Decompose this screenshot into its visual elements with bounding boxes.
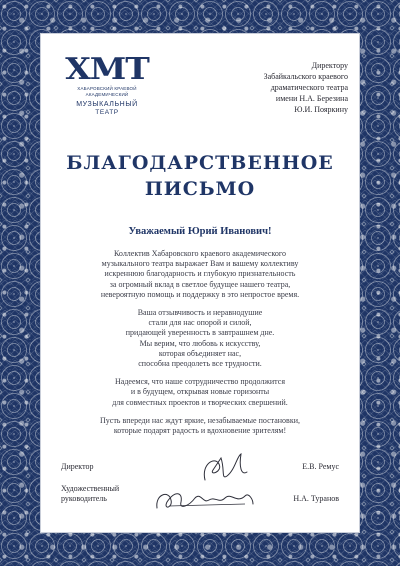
letter-body: [55, 249, 345, 444]
paragraph: [55, 249, 345, 300]
body-line: за огромный вклад в светлое будущее нашего театра,: [109, 279, 291, 289]
logo-name-line1: МУЗЫКАЛЬНЫЙ: [76, 101, 138, 108]
logo-mark: ХМТ: [65, 52, 149, 87]
paragraph: [55, 377, 345, 408]
signatory-role-line1: Художественный: [61, 484, 120, 493]
addressee-line: Забайкальского краевого: [263, 72, 348, 81]
title-line1: БЛАГОДАРСТВЕННОЕ: [66, 152, 334, 174]
body-line: Ваша отзывчивость и неравнодушие: [137, 308, 263, 318]
body-line: Коллектив Хабаровского краевого академического: [113, 249, 286, 258]
body-line: Мы верим, что любовь к искусству,: [139, 338, 261, 348]
logo-name-line2: ТЕАТР: [95, 109, 119, 116]
document-title: [41, 150, 359, 202]
addressee-line: драматического театра: [270, 83, 348, 92]
signatory-role: Директор: [61, 462, 94, 471]
signatory-role-line2: руководитель: [61, 494, 107, 503]
body-line: искреннюю благодарность и глубокую признательность: [104, 269, 296, 279]
addressee-line: имени Н.А. Березина: [275, 94, 348, 103]
greeting: Уважаемый Юрий Иванович!: [128, 226, 272, 237]
body-line: которые подарят радость и вдохновение зрителям!: [113, 426, 287, 436]
addressee-line: Ю.И. Пояркину: [294, 105, 348, 114]
body-line: Надеемся, что наше сотрудничество продолжится: [115, 377, 285, 387]
paragraph: [55, 416, 345, 436]
body-line: способна преодолеть все трудности.: [138, 359, 262, 369]
body-line: которая объединяет нас,: [158, 348, 242, 358]
body-line: придающей уверенность в завтрашнем дне.: [125, 328, 275, 338]
signatory-role: [61, 484, 119, 504]
logo-subtitle: ХАБАРОВСКИЙ КРАЕВОЙ АКАДЕМИЧЕСКИЙ: [77, 86, 137, 97]
body-line: Пусть впереди нас ждут яркие, незабываемые постановки,: [99, 415, 300, 425]
body-line: стали для нас опорой и силой,: [148, 318, 252, 328]
signatory-name: Н.А. Туранов: [293, 494, 339, 503]
body-line: и в будущем, открывая новые горизонты: [130, 387, 270, 397]
letter-sheet: [41, 34, 359, 532]
signatory-name: Е.В. Ремус: [302, 462, 339, 471]
body-line: невероятную помощь и поддержку в это непростое время.: [100, 289, 300, 299]
theatre-logo: [61, 54, 153, 134]
addressee-block: [198, 60, 348, 115]
body-line: для совместных проектов и творческих свершений.: [112, 397, 288, 407]
body-line: музыкального театра выражает Вам и вашему коллективу: [101, 259, 299, 269]
artistic-director-signature: [149, 482, 259, 516]
addressee-line: Директору: [311, 61, 348, 70]
paragraph: [55, 308, 345, 369]
title-line2: ПИСЬМО: [144, 178, 256, 200]
